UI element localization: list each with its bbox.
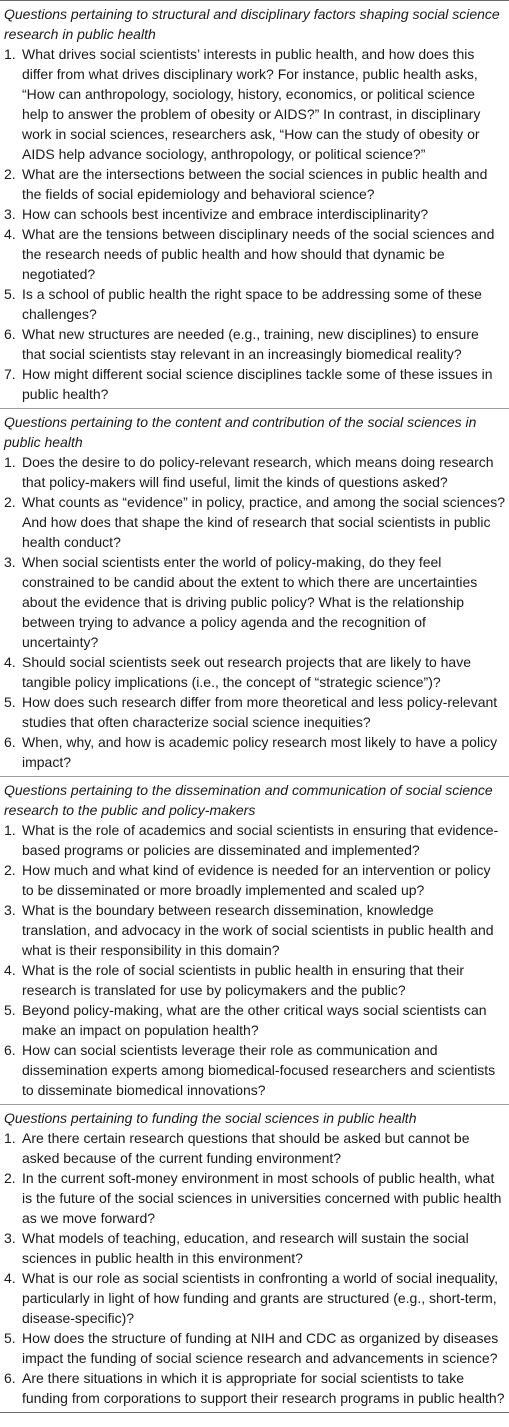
question-item xyxy=(4,452,505,492)
question-number: 5. xyxy=(4,1002,16,1018)
question-text: In the current soft-money environment in most schools of public health, what is the future of the social sciences in universities concerned with public health as we move forward? xyxy=(22,1170,502,1226)
question-number: 5. xyxy=(4,286,16,302)
question-item xyxy=(4,44,505,164)
question-item xyxy=(4,1228,505,1268)
question-number: 1. xyxy=(4,1130,16,1146)
question-text: What is the role of academics and social scientists in ensuring that evidence-based programs or policies are disseminated and implemented? xyxy=(22,822,499,858)
question-list xyxy=(4,452,505,772)
question-number: 2. xyxy=(4,862,16,878)
question-text: How can social scientists leverage their role as communication and dissemination experts among biomedical-focused researchers and scientists to disseminate biomedical innovations? xyxy=(22,1042,496,1098)
section-heading: Questions pertaining to the dissemination and communication of social science research to the public and policy-makers xyxy=(4,782,493,818)
question-text: What drives social scientists’ interests in public health, and how does this differ from what drives disciplinary work? For instance, public health asks, “How can anthropology, sociology, history, economics, or political science help to answer the problem of obesity or AIDS?” In contrast, in disciplinary work in social sciences, researchers ask, “How can the study of obesity or AIDS help advance sociology, anthropology, or political science?” xyxy=(22,46,481,162)
question-text: How can schools best incentivize and embrace interdisciplinarity? xyxy=(22,206,429,222)
question-item xyxy=(4,364,505,404)
question-list xyxy=(4,44,505,404)
question-section-1 xyxy=(0,0,509,408)
question-text: How might different social science disciplines tackle some of these issues in public health? xyxy=(22,366,493,402)
question-item xyxy=(4,1328,505,1368)
question-text: Is a school of public health the right space to be addressing some of these challenges? xyxy=(22,286,482,322)
question-section-2 xyxy=(0,408,509,776)
question-number: 4. xyxy=(4,962,16,978)
question-text: Beyond policy-making, what are the other critical ways social scientists can make an impact on population health? xyxy=(22,1002,487,1038)
question-item xyxy=(4,1000,505,1040)
question-item xyxy=(4,732,505,772)
question-text: How does the structure of funding at NIH and CDC as organized by diseases impact the funding of social science research and advancements in science? xyxy=(22,1330,499,1366)
question-text: Are there certain research questions that should be asked but cannot be asked because of the current funding environment? xyxy=(22,1130,470,1166)
question-number: 5. xyxy=(4,1330,16,1346)
question-number: 1. xyxy=(4,454,16,470)
question-text: What counts as “evidence” in policy, practice, and among the social sciences? And how does that shape the kind of research that social scientists in public health conduct? xyxy=(22,494,505,550)
question-section-3 xyxy=(0,776,509,1104)
question-number: 2. xyxy=(4,1170,16,1186)
section-heading: Questions pertaining to the content and contribution of the social sciences in public health xyxy=(4,414,477,450)
question-text: What is the role of social scientists in public health in ensuring that their research is translated for use by policymakers and the public? xyxy=(22,962,465,998)
question-text: Are there situations in which it is appropriate for social scientists to take funding from corporations to support their research programs in public health? xyxy=(22,1370,505,1406)
question-item xyxy=(4,960,505,1000)
question-item xyxy=(4,1128,505,1168)
question-text: When, why, and how is academic policy research most likely to have a policy impact? xyxy=(22,734,498,770)
question-item xyxy=(4,652,505,692)
question-text: What are the tensions between disciplinary needs of the social sciences and the research needs of public health and how should that dynamic be negotiated? xyxy=(22,226,495,282)
section-heading: Questions pertaining to structural and disciplinary factors shaping social science research in public health xyxy=(4,6,500,42)
question-item xyxy=(4,1268,505,1328)
question-number: 1. xyxy=(4,822,16,838)
question-number: 4. xyxy=(4,226,16,242)
question-item xyxy=(4,860,505,900)
question-number: 5. xyxy=(4,694,16,710)
question-text: What are the intersections between the social sciences in public health and the fields of social epidemiology and behavioral science? xyxy=(22,166,488,202)
question-number: 7. xyxy=(4,366,16,382)
question-text: Should social scientists seek out research projects that are likely to have tangible policy implications (i.e., the concept of “strategic science”)? xyxy=(22,654,472,690)
question-item xyxy=(4,492,505,552)
question-number: 1. xyxy=(4,46,16,62)
question-text: What is our role as social scientists in confronting a world of social inequality, particularly in light of how funding and grants are structured (e.g., short-term, disease-specific)? xyxy=(22,1270,498,1326)
question-number: 2. xyxy=(4,494,16,510)
question-item xyxy=(4,204,505,224)
question-number: 3. xyxy=(4,902,16,918)
question-item xyxy=(4,900,505,960)
question-text: Does the desire to do policy-relevant research, which means doing research that policy-makers will find useful, limit the kinds of questions asked? xyxy=(22,454,494,490)
question-number: 3. xyxy=(4,206,16,222)
question-item xyxy=(4,1040,505,1100)
question-list xyxy=(4,1128,505,1408)
question-text: What models of teaching, education, and research will sustain the social sciences in public health in this environment? xyxy=(22,1230,469,1266)
question-number: 6. xyxy=(4,1042,16,1058)
question-item xyxy=(4,164,505,204)
question-section-4 xyxy=(0,1104,509,1413)
question-number: 4. xyxy=(4,654,16,670)
question-text: What is the boundary between research dissemination, knowledge translation, and advocacy in the work of social scientists in public health and what is their responsibility in this domain? xyxy=(22,902,494,958)
question-number: 6. xyxy=(4,734,16,750)
question-text: What new structures are needed (e.g., training, new disciplines) to ensure that social scientists stay relevant in an increasingly biomedical reality? xyxy=(22,326,479,362)
question-item xyxy=(4,224,505,284)
question-item xyxy=(4,552,505,652)
question-item xyxy=(4,1168,505,1228)
question-number: 6. xyxy=(4,326,16,342)
question-item xyxy=(4,692,505,732)
question-number: 3. xyxy=(4,554,16,570)
question-number: 2. xyxy=(4,166,16,182)
section-heading: Questions pertaining to funding the social sciences in public health xyxy=(4,1110,417,1126)
question-text: When social scientists enter the world of policy-making, do they feel constrained to be candid about the extent to which there are uncertainties about the evidence that is driving public policy? What is the relationship between trying to advance a policy agenda and the recognition of uncertainty? xyxy=(22,554,478,650)
question-item xyxy=(4,284,505,324)
question-number: 6. xyxy=(4,1370,16,1386)
question-list xyxy=(4,820,505,1100)
question-text: How much and what kind of evidence is needed for an intervention or policy to be disseminated or more broadly implemented and scaled up? xyxy=(22,862,491,898)
question-item xyxy=(4,324,505,364)
question-text: How does such research differ from more theoretical and less policy-relevant studies that often characterize social science inequities? xyxy=(22,694,498,730)
question-item xyxy=(4,820,505,860)
question-number: 4. xyxy=(4,1270,16,1286)
question-number: 3. xyxy=(4,1230,16,1246)
question-item xyxy=(4,1368,505,1408)
